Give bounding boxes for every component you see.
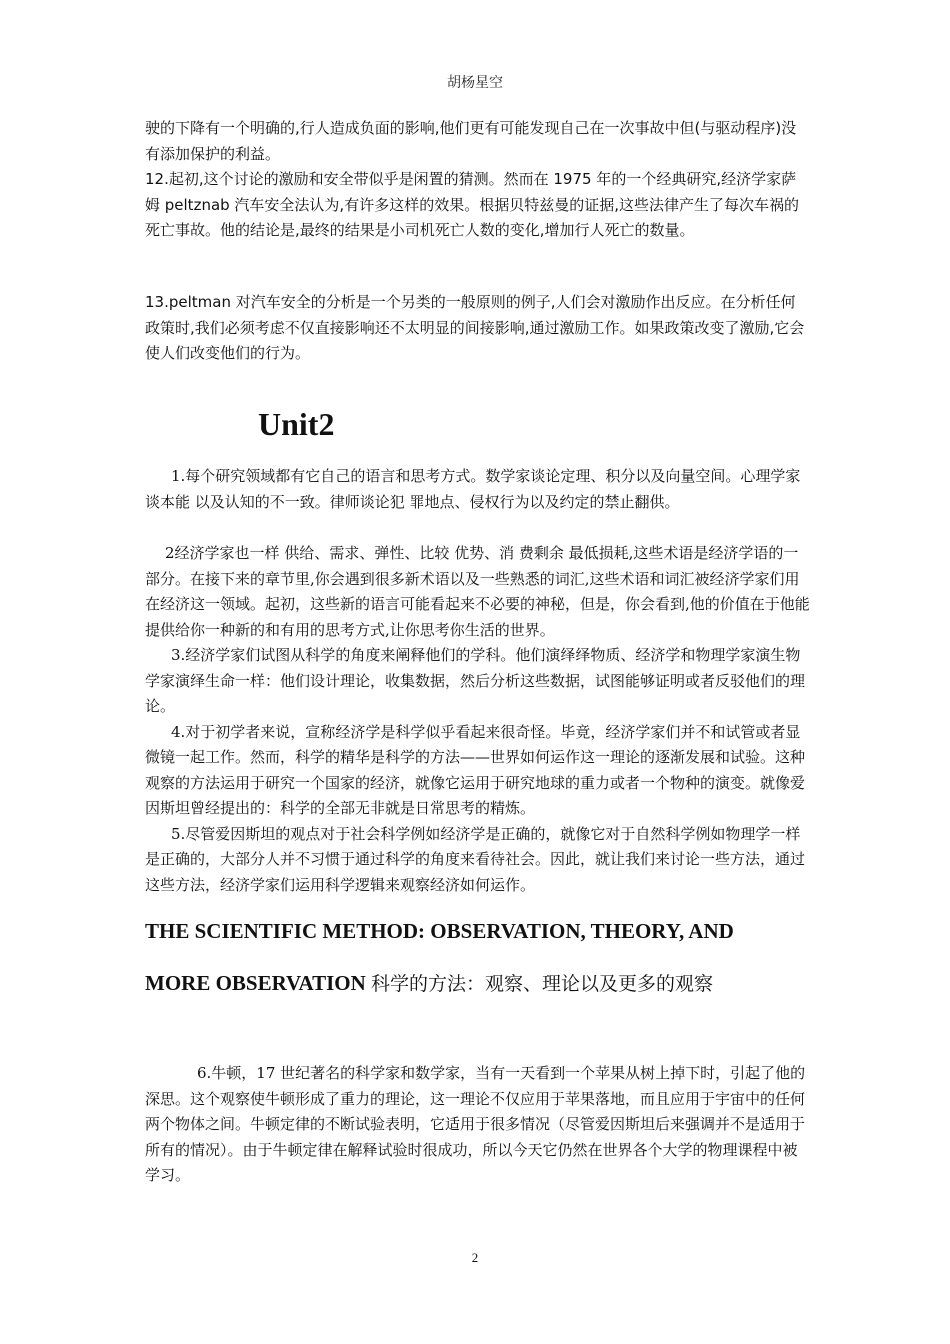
unit-paragraph-1: 1.每个研究领域都有它自己的语言和思考方式。数学家谈论定理、积分以及向量空间。心理学家谈本能 以及认知的不一致。律师谈论犯 罪地点、侵权行为以及约定的禁止翻供。 [145,467,801,511]
paragraph-13-block [145,290,810,367]
page-header: 胡杨星空 [447,75,503,91]
page-number: 2 [471,1250,479,1265]
section-heading-chinese: 科学的方法：观察、理论以及更多的观察 [371,973,714,995]
unit-paragraphs-block [145,541,810,898]
unit-title: Unit2 [258,406,335,442]
section-heading-line-1: THE SCIENTIFIC METHOD: OBSERVATION, THEORY, AND [145,919,734,943]
paragraph-13: 13.peltman 对汽车安全的分析是一个另类的一般原则的例子,人们会对激励作出反应。在分析任何政策时,我们必须考虑不仅直接影响还不太明显的间接影响,通过激励工作。如果政策改变了激励,它会使人们改变他们的行为。 [145,293,805,362]
section-paragraph-6: 6.牛顿，17 世纪著名的科学家和数学家，当有一天看到一个苹果从树上掉下时，引起了他的深思。这个观察使牛顿形成了重力的理论，这一理论不仅应用于苹果落地，而且应用于宇宙中的任何两个物体之间。牛顿定律的不断试验表明，它适用于很多情况（尽管爱因斯坦后来强调并不是适用于所有的情况）。由于牛顿定律在解释试验时很成功，所以今天它仍然在世界各个大学的物理课程中被学习。 [145,1064,806,1184]
section-paragraph-block [145,1061,810,1189]
unit-paragraph-2: 2经济学家也一样 供给、需求、弹性、比较 优势、消 费剩余 最低损耗,这些术语是经济学语的一部分。在接下来的章节里,你会遇到很多新术语以及一些熟悉的词汇,这些术语和词汇被经济学家们用在经济这一领域。起初，这些新的语言可能看起来不必要的神秘，但是，你会看到,他的价值在于他能提供给你一种新的和有用的思考方式,让你思考你生活的世界。 [145,544,810,639]
section-heading-line-2 [145,969,825,996]
unit-paragraph-3: 3.经济学家们试图从科学的角度来阐释他们的学科。他们演绎绎物质、经济学和物理学家演生物学家演绎生命一样：他们设计理论，收集数据，然后分析这些数据，试图能够证明或者反驳他们的理论。 [145,646,806,715]
unit-paragraph-4: 4.对于初学者来说，宣称经济学是科学似乎看起来很奇怪。毕竟，经济学家们并不和试管或者显微镜一起工作。然而，科学的精华是科学的方法——世界如何运作这一理论的逐渐发展和试验。这种观察的方法运用于研究一个国家的经济，就像它运用于研究地球的重力或者一个物种的演变。就像爱因斯坦曾经提出的：科学的全部无非就是日常思考的精炼。 [145,722,806,817]
intro-text-block [145,116,810,244]
paragraph-continued: 驶的下降有一个明确的,行人造成负面的影响,他们更有可能发现自己在一次事故中但(与驱动程序)没有添加保护的利益。 [145,119,797,163]
section-heading-english: MORE OBSERVATION [145,971,366,995]
unit-paragraph-1-block [145,464,810,515]
paragraph-12: 12.起初,这个讨论的激励和安全带似乎是闲置的猜测。然而在 1975 年的一个经典研究,经济学家萨姆 peltznab 汽车安全法认为,有许多这样的效果。根据贝特兹曼的证据,这些法律产生了每次车祸的死亡事故。他的结论是,最终的结果是小司机死亡人数的变化,增加行人死亡的数量。 [145,170,799,239]
unit-paragraph-5: 5.尽管爱因斯坦的观点对于社会科学例如经济学是正确的，就像它对于自然科学例如物理学一样是正确的，大部分人并不习惯于通过科学的角度来看待社会。因此，就让我们来讨论一些方法，通过这些方法，经济学家们运用科学逻辑来观察经济如何运作。 [145,824,806,894]
